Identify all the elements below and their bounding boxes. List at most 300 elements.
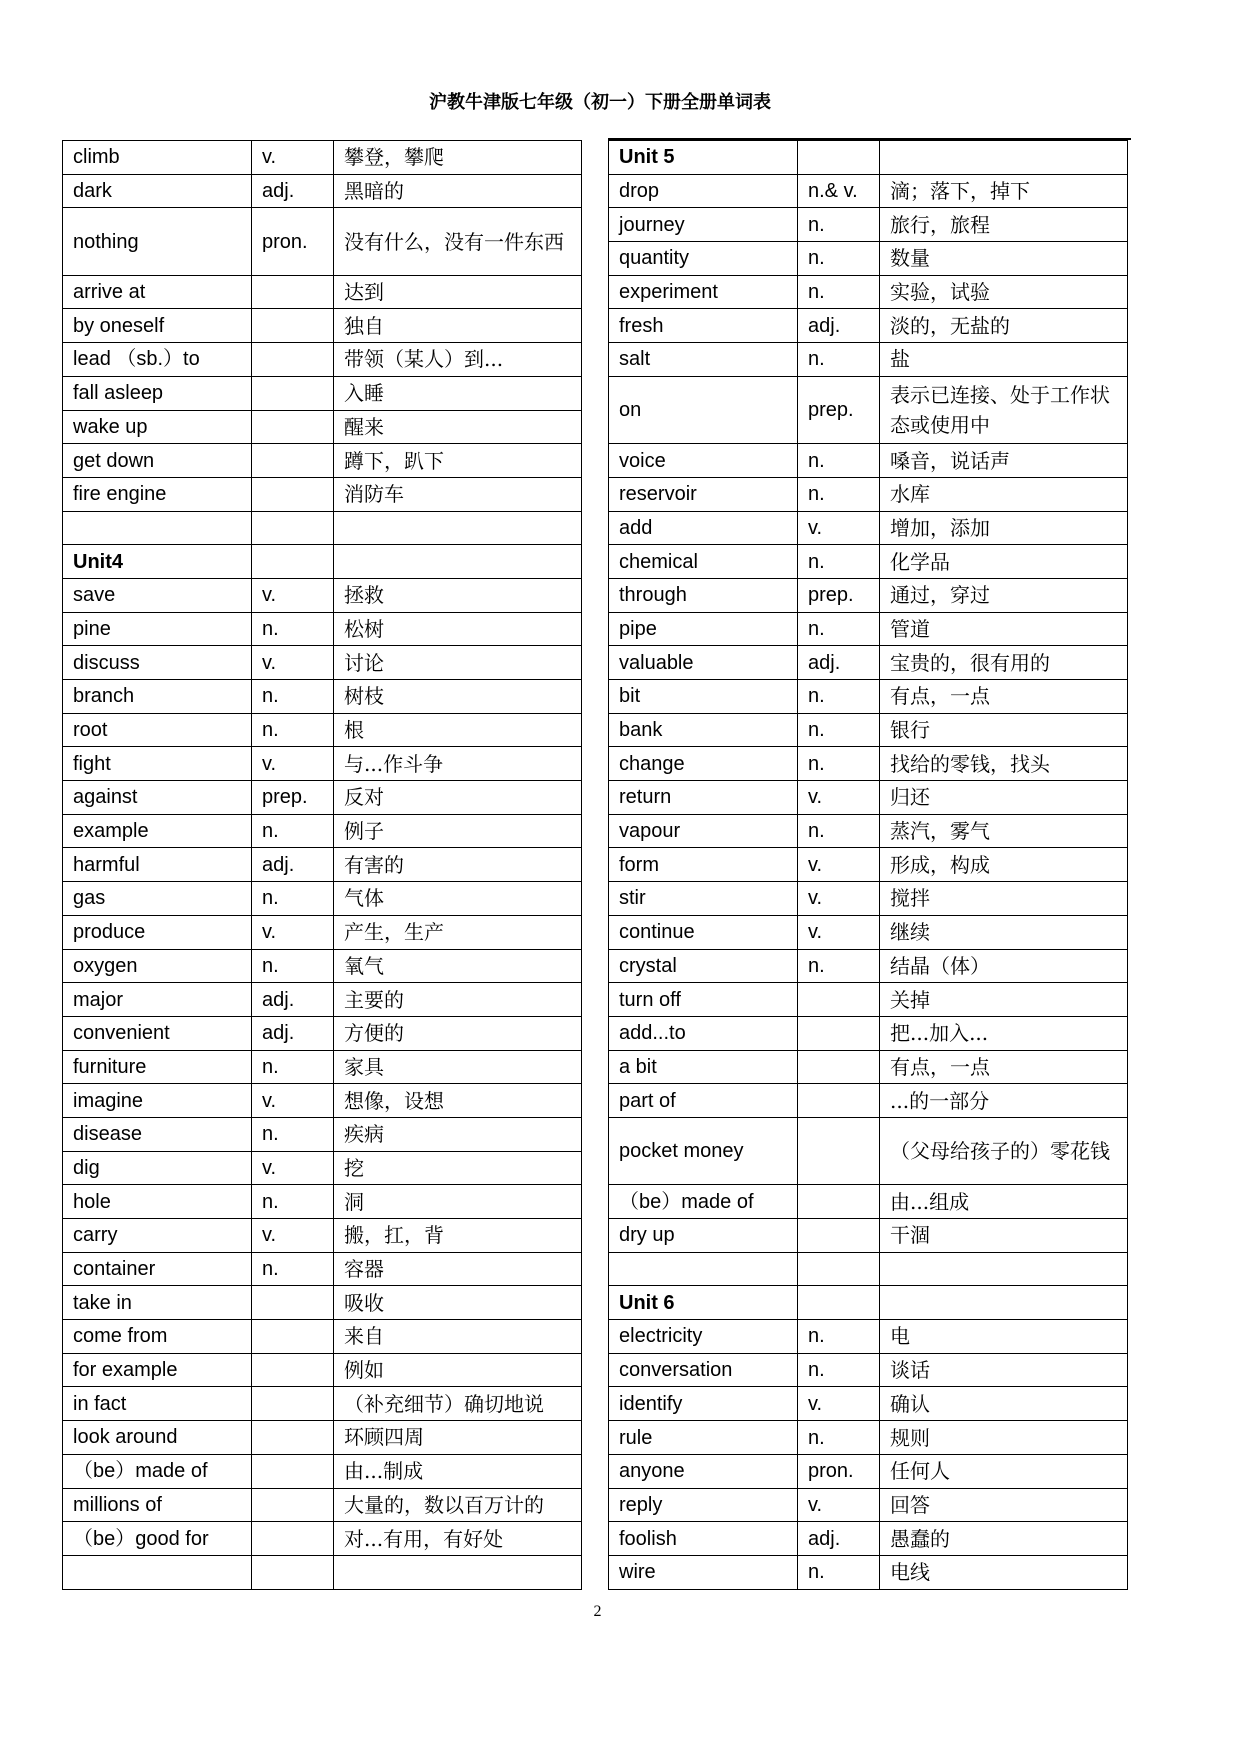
vocab-word: get down [63,444,252,478]
chinese-meaning: 有害的 [334,848,582,882]
vocab-table-left-body [63,141,582,1590]
part-of-speech: v. [798,882,880,916]
part-of-speech [252,1286,334,1320]
vocab-row [63,208,582,275]
vocab-word: pipe [609,612,798,646]
vocab-row [609,915,1128,949]
unit-heading-row [609,1286,1128,1320]
part-of-speech: v. [252,915,334,949]
chinese-meaning [334,511,582,545]
vocab-row [63,747,582,781]
vocab-word: Unit4 [63,545,252,579]
vocab-row [609,511,1128,545]
part-of-speech: v. [252,1219,334,1253]
part-of-speech: n. [252,814,334,848]
vocab-word: oxygen [63,949,252,983]
vocab-word: part of [609,1084,798,1118]
chinese-meaning: 想像，设想 [334,1084,582,1118]
part-of-speech [798,1050,880,1084]
vocab-word: produce [63,915,252,949]
vocab-row [609,1016,1128,1050]
vocab-word: hole [63,1185,252,1219]
vocab-word: a bit [609,1050,798,1084]
vocab-row [609,309,1128,343]
vocab-row [63,1117,582,1151]
part-of-speech: n. [252,612,334,646]
vocab-row [609,343,1128,377]
chinese-meaning: 例如 [334,1353,582,1387]
vocab-row [609,1555,1128,1589]
vocab-word: （be）made of [63,1454,252,1488]
chinese-meaning: 实验，试验 [880,275,1128,309]
vocab-row [609,814,1128,848]
vocab-row [609,1050,1128,1084]
chinese-meaning: 由...制成 [334,1454,582,1488]
chinese-meaning: 搬，扛，背 [334,1219,582,1253]
vocab-word: harmful [63,848,252,882]
vocab-word: nothing [63,208,252,275]
vocab-word: crystal [609,949,798,983]
vocab-row [63,1353,582,1387]
vocab-row [609,1522,1128,1556]
vocab-row [609,1488,1128,1522]
vocab-row [63,680,582,714]
vocab-row [63,309,582,343]
chinese-meaning: 由...组成 [880,1185,1128,1219]
chinese-meaning: 例子 [334,814,582,848]
chinese-meaning: 愚蠢的 [880,1522,1128,1556]
chinese-meaning [880,1286,1128,1320]
vocab-row [609,174,1128,208]
part-of-speech [252,545,334,579]
chinese-meaning: 拯救 [334,578,582,612]
vocab-word: save [63,578,252,612]
vocab-row [63,141,582,175]
part-of-speech: n. [798,747,880,781]
chinese-meaning: 搅拌 [880,882,1128,916]
vocab-row [609,949,1128,983]
part-of-speech: n. [252,713,334,747]
vocab-word: anyone [609,1454,798,1488]
vocab-word: add [609,511,798,545]
chinese-meaning: 方便的 [334,1016,582,1050]
vocab-word: wire [609,1555,798,1589]
chinese-meaning: 对...有用，有好处 [334,1522,582,1556]
part-of-speech: n. [252,1185,334,1219]
chinese-meaning: 规则 [880,1421,1128,1455]
vocab-row [609,208,1128,242]
part-of-speech: adj. [252,848,334,882]
vocab-row [63,275,582,309]
chinese-meaning: 确认 [880,1387,1128,1421]
chinese-meaning: 产生，生产 [334,915,582,949]
part-of-speech: n. [798,949,880,983]
chinese-meaning: 有点，一点 [880,680,1128,714]
vocab-row [63,1555,582,1589]
part-of-speech [252,376,334,410]
chinese-meaning: 化学品 [880,545,1128,579]
part-of-speech: n. [252,1050,334,1084]
chinese-meaning: 谈话 [880,1353,1128,1387]
chinese-meaning: 来自 [334,1320,582,1354]
vocab-row [63,949,582,983]
part-of-speech [252,1387,334,1421]
vocab-word: experiment [609,275,798,309]
vocab-row [63,983,582,1017]
vocab-table-left [62,140,582,1590]
chinese-meaning: 松树 [334,612,582,646]
vocab-row [63,1219,582,1253]
vocab-word: gas [63,882,252,916]
vocab-row [63,1522,582,1556]
vocab-row [63,1454,582,1488]
part-of-speech: n. [798,444,880,478]
vocab-word: fresh [609,309,798,343]
part-of-speech: n. [798,1320,880,1354]
vocab-word: Unit 6 [609,1286,798,1320]
chinese-meaning: 家具 [334,1050,582,1084]
chinese-meaning: 电 [880,1320,1128,1354]
vocab-row [609,242,1128,276]
chinese-meaning [334,545,582,579]
page-number: 2 [593,1603,602,1620]
vocab-word: electricity [609,1320,798,1354]
vocab-row [63,511,582,545]
part-of-speech: n. [798,1421,880,1455]
chinese-meaning: 讨论 [334,646,582,680]
vocab-row [609,1084,1128,1118]
vocab-word: discuss [63,646,252,680]
chinese-meaning: 挖 [334,1151,582,1185]
vocab-row [63,1185,582,1219]
vocab-row [609,1421,1128,1455]
part-of-speech: n. [798,275,880,309]
part-of-speech: n. [252,1117,334,1151]
part-of-speech: adj. [252,174,334,208]
vocab-row [609,713,1128,747]
chinese-meaning: 回答 [880,1488,1128,1522]
vocab-row [609,1185,1128,1219]
vocab-row [63,1421,582,1455]
chinese-meaning [880,141,1128,175]
part-of-speech: pron. [252,208,334,275]
vocab-word: voice [609,444,798,478]
vocab-row [63,1286,582,1320]
vocab-word: dig [63,1151,252,1185]
chinese-meaning: 攀登，攀爬 [334,141,582,175]
vocab-row [63,1320,582,1354]
chinese-meaning: 银行 [880,713,1128,747]
vocab-word: on [609,376,798,443]
vocab-word: vapour [609,814,798,848]
part-of-speech: n. [252,680,334,714]
vocab-row [63,444,582,478]
chinese-meaning: 吸收 [334,1286,582,1320]
vocab-word: in fact [63,1387,252,1421]
part-of-speech [252,511,334,545]
chinese-meaning: 蒸汽，雾气 [880,814,1128,848]
part-of-speech: n. [798,814,880,848]
chinese-meaning: 疾病 [334,1117,582,1151]
chinese-meaning: 有点，一点 [880,1050,1128,1084]
part-of-speech: adj. [252,983,334,1017]
vocab-row [609,1252,1128,1286]
part-of-speech: v. [252,1084,334,1118]
chinese-meaning: 增加，添加 [880,511,1128,545]
vocab-word: fight [63,747,252,781]
part-of-speech: v. [798,848,880,882]
vocab-word: lead （sb.）to [63,343,252,377]
unit-heading-row [63,545,582,579]
vocab-word: return [609,781,798,815]
vocab-row [609,1353,1128,1387]
vocab-row [63,882,582,916]
chinese-meaning: 滴；落下，掉下 [880,174,1128,208]
chinese-meaning: 洞 [334,1185,582,1219]
vocab-word: identify [609,1387,798,1421]
part-of-speech: n. [798,242,880,276]
chinese-meaning: （父母给孩子的）零花钱 [880,1117,1128,1184]
vocab-word: dark [63,174,252,208]
chinese-meaning: 盐 [880,343,1128,377]
vocab-row [63,477,582,511]
chinese-meaning: 氧气 [334,949,582,983]
vocab-word: wake up [63,410,252,444]
part-of-speech: n. [798,1353,880,1387]
vocab-word: reservoir [609,477,798,511]
vocab-row [63,814,582,848]
part-of-speech: v. [252,578,334,612]
unit-heading-row [609,141,1128,175]
vocab-word [63,511,252,545]
chinese-meaning: 独自 [334,309,582,343]
chinese-meaning: 数量 [880,242,1128,276]
chinese-meaning: 通过，穿过 [880,578,1128,612]
chinese-meaning: 形成，构成 [880,848,1128,882]
part-of-speech [798,1185,880,1219]
chinese-meaning: 带领（某人）到... [334,343,582,377]
chinese-meaning: 表示已连接、处于工作状态或使用中 [880,376,1128,443]
vocab-word: major [63,983,252,1017]
part-of-speech [252,410,334,444]
vocab-row [63,343,582,377]
chinese-meaning: 任何人 [880,1454,1128,1488]
vocab-row [63,646,582,680]
vocab-word: rule [609,1421,798,1455]
part-of-speech [798,1252,880,1286]
chinese-meaning: 结晶（体） [880,949,1128,983]
part-of-speech: v. [798,1488,880,1522]
part-of-speech: v. [252,141,334,175]
chinese-meaning: 容器 [334,1252,582,1286]
vocab-word: example [63,814,252,848]
part-of-speech [252,1522,334,1556]
part-of-speech [252,1353,334,1387]
vocab-row [609,1219,1128,1253]
chinese-meaning [880,1252,1128,1286]
vocab-word: continue [609,915,798,949]
part-of-speech [798,1219,880,1253]
vocab-row [63,1252,582,1286]
vocab-word [63,1555,252,1589]
chinese-meaning [334,1555,582,1589]
vocab-word: chemical [609,545,798,579]
vocab-word: take in [63,1286,252,1320]
part-of-speech [252,275,334,309]
vocab-row [609,477,1128,511]
part-of-speech: adj. [798,646,880,680]
vocab-row [609,275,1128,309]
vocab-word: Unit 5 [609,141,798,175]
vocab-word: root [63,713,252,747]
part-of-speech: prep. [798,578,880,612]
vocab-row [63,410,582,444]
vocab-word: foolish [609,1522,798,1556]
part-of-speech [798,141,880,175]
chinese-meaning: 嗓音，说话声 [880,444,1128,478]
part-of-speech: n. [798,680,880,714]
vocab-row [609,444,1128,478]
vocab-word: container [63,1252,252,1286]
vocab-row [609,781,1128,815]
vocab-word: bit [609,680,798,714]
chinese-meaning: 气体 [334,882,582,916]
part-of-speech: n. [798,713,880,747]
vocab-word: stir [609,882,798,916]
vocab-row [609,983,1128,1017]
part-of-speech: prep. [252,781,334,815]
part-of-speech: n. [252,949,334,983]
vocab-word: against [63,781,252,815]
vocab-word: climb [63,141,252,175]
chinese-meaning: 蹲下，趴下 [334,444,582,478]
chinese-meaning: 水库 [880,477,1128,511]
vocab-word: salt [609,343,798,377]
chinese-meaning: 继续 [880,915,1128,949]
part-of-speech [252,1320,334,1354]
chinese-meaning: 宝贵的，很有用的 [880,646,1128,680]
part-of-speech [798,1117,880,1184]
chinese-meaning: 干涸 [880,1219,1128,1253]
part-of-speech: n. [798,208,880,242]
chinese-meaning: 消防车 [334,477,582,511]
chinese-meaning: ...的一部分 [880,1084,1128,1118]
part-of-speech [252,1555,334,1589]
vocab-row [63,781,582,815]
part-of-speech [252,343,334,377]
vocab-row [63,1016,582,1050]
chinese-meaning: 淡的，无盐的 [880,309,1128,343]
part-of-speech: n. [798,343,880,377]
part-of-speech: v. [252,747,334,781]
vocab-word: through [609,578,798,612]
vocab-word: imagine [63,1084,252,1118]
part-of-speech: n. [252,1252,334,1286]
vocab-row [63,578,582,612]
vocab-row [63,612,582,646]
part-of-speech [252,444,334,478]
vocab-word: arrive at [63,275,252,309]
part-of-speech: n.& v. [798,174,880,208]
vocab-row [63,376,582,410]
chinese-meaning: 主要的 [334,983,582,1017]
part-of-speech: v. [798,511,880,545]
part-of-speech [798,1016,880,1050]
vocab-word: change [609,747,798,781]
vocab-row [63,1050,582,1084]
vocab-word: （be）good for [63,1522,252,1556]
chinese-meaning: 归还 [880,781,1128,815]
vocab-word: look around [63,1421,252,1455]
vocab-word: pine [63,612,252,646]
vocab-row [63,1084,582,1118]
chinese-meaning: 电线 [880,1555,1128,1589]
vocab-word: branch [63,680,252,714]
vocab-word: form [609,848,798,882]
part-of-speech: v. [798,1387,880,1421]
chinese-meaning: 把...加入... [880,1016,1128,1050]
vocab-word: turn off [609,983,798,1017]
vocab-row [609,578,1128,612]
vocab-row [63,713,582,747]
chinese-meaning: 找给的零钱，找头 [880,747,1128,781]
vocab-row [609,747,1128,781]
part-of-speech: n. [798,477,880,511]
vocab-word: fire engine [63,477,252,511]
chinese-meaning: 没有什么，没有一件东西 [334,208,582,275]
chinese-meaning: 反对 [334,781,582,815]
vocab-word: quantity [609,242,798,276]
chinese-meaning: 醒来 [334,410,582,444]
chinese-meaning: 黑暗的 [334,174,582,208]
vocab-word: conversation [609,1353,798,1387]
vocab-row [609,1387,1128,1421]
vocab-word [609,1252,798,1286]
part-of-speech: adj. [798,309,880,343]
vocab-word: convenient [63,1016,252,1050]
vocab-word: drop [609,174,798,208]
part-of-speech: n. [798,1555,880,1589]
part-of-speech [798,1084,880,1118]
part-of-speech [252,1421,334,1455]
vocab-row [63,1488,582,1522]
part-of-speech: adj. [252,1016,334,1050]
chinese-meaning: 达到 [334,275,582,309]
part-of-speech: n. [798,612,880,646]
part-of-speech: n. [252,882,334,916]
part-of-speech [252,1454,334,1488]
part-of-speech [252,309,334,343]
vocab-word: add...to [609,1016,798,1050]
vocab-word: for example [63,1353,252,1387]
part-of-speech: n. [798,545,880,579]
vocab-word: carry [63,1219,252,1253]
chinese-meaning: 与...作斗争 [334,747,582,781]
chinese-meaning: 旅行，旅程 [880,208,1128,242]
vocab-row [63,1151,582,1185]
chinese-meaning: 树枝 [334,680,582,714]
part-of-speech [252,477,334,511]
part-of-speech: adj. [798,1522,880,1556]
part-of-speech: v. [798,915,880,949]
vocab-table-right-body [609,141,1128,1590]
part-of-speech [798,983,880,1017]
chinese-meaning: 关掉 [880,983,1128,1017]
vocab-word: fall asleep [63,376,252,410]
vocab-row [609,680,1128,714]
vocab-row [609,848,1128,882]
vocab-word: journey [609,208,798,242]
